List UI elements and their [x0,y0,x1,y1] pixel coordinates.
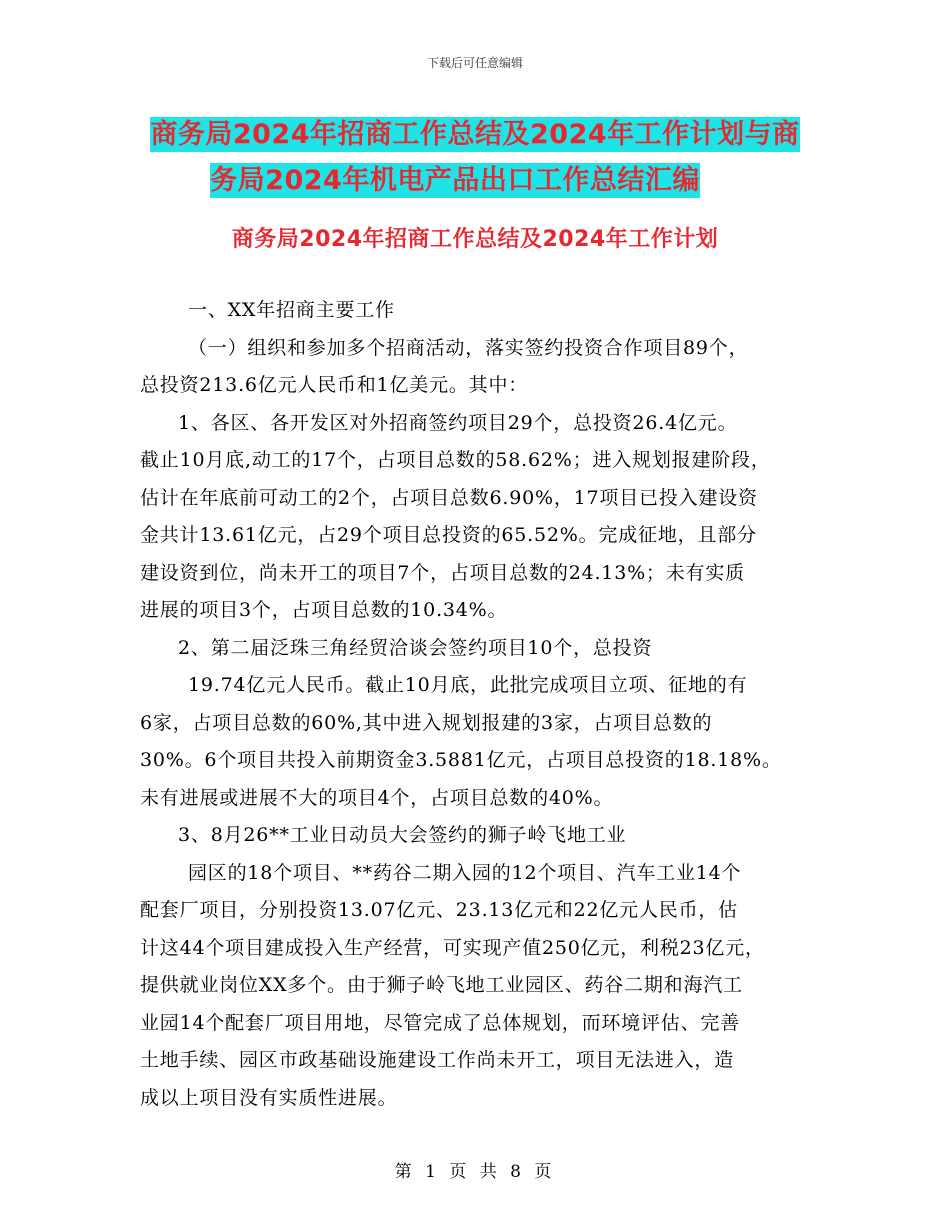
main-title-line2-text: 务局2024年机电产品出口工作总结汇编 [210,165,700,196]
header-note: 下载后可任意编辑 [426,56,523,70]
paragraph-line: 未有进展或进展不大的项目4个，占项目总数的40%。 [140,786,614,809]
paragraph-line: 截止10月底,动工的17个，占项目总数的58.62%；进入规划报建阶段， [140,449,771,471]
paragraph-line: （一）组织和参加多个招商活动，落实签约投资合作项目89个， [188,336,749,359]
paragraph-line: 30%。6个项目共投入前期资金3.5881亿元，占项目总投资的18.18%。 [140,749,782,771]
main-title-line2 [0,158,930,197]
paragraph-line: 19.74亿元人民币。截止10月底，此批完成项目立项、征地的有 [188,674,748,696]
main-title-line1-text: 商务局2024年招商工作总结及2024年工作计划与商 [150,119,800,150]
paragraph-line: 计这44个项目建成投入生产经营，可实现产值250亿元，利税23亿元， [140,936,765,959]
body-text [140,292,840,1117]
paragraph-line: 一、XX年招商主要工作 [188,299,395,321]
paragraph-line: 建设资到位，尚未开工的项目7个，占项目总数的24.13%；未有实质 [140,561,745,584]
paragraph-line: 金共计13.61亿元，占29个项目总投资的65.52%。完成征地，且部分 [140,524,757,546]
paragraph-line: 1、各区、各开发区对外招商签约项目29个，总投资26.4亿元。 [178,411,738,434]
paragraph-line: 成以上项目没有实质性进展。 [140,1086,398,1109]
paragraph-line: 总投资213.6亿元人民币和1亿美元。其中： [140,374,529,396]
paragraph-line: 进展的项目3个，占项目总数的10.34%。 [140,599,508,621]
paragraph-line: 配套厂项目，分别投资13.07亿元、23.13亿元和22亿元人民币，估 [140,899,738,921]
page-footer: 第 1 页 共 8 页 [394,1162,556,1182]
paragraph-line: 估计在年底前可动工的2个，占项目总数6.90%，17项目已投入建设资 [140,486,758,509]
main-title-line1 [0,112,950,151]
section-title: 商务局2024年招商工作总结及2024年工作计划 [231,227,719,252]
paragraph-line: 业园14个配套厂项目用地，尽管完成了总体规划，而环境评估、完善 [140,1011,740,1034]
paragraph-line: 2、第二届泛珠三角经贸洽谈会签约项目10个，总投资 [178,636,653,659]
paragraph-line: 园区的18个项目、**药谷二期入园的12个项目、汽车工业14个 [188,861,742,884]
paragraph-line: 6家，占项目总数的60%,其中进入规划报建的3家，占项目总数的 [140,711,713,734]
paragraph-line: 土地手续、园区市政基础设施建设工作尚未开工，项目无法进入，造 [140,1049,735,1071]
paragraph-line: 3、8月26**工业日动员大会签约的狮子岭飞地工业 [178,824,627,846]
paragraph-line: 提供就业岗位XX多个。由于狮子岭飞地工业园区、药谷二期和海汽工 [140,974,743,996]
